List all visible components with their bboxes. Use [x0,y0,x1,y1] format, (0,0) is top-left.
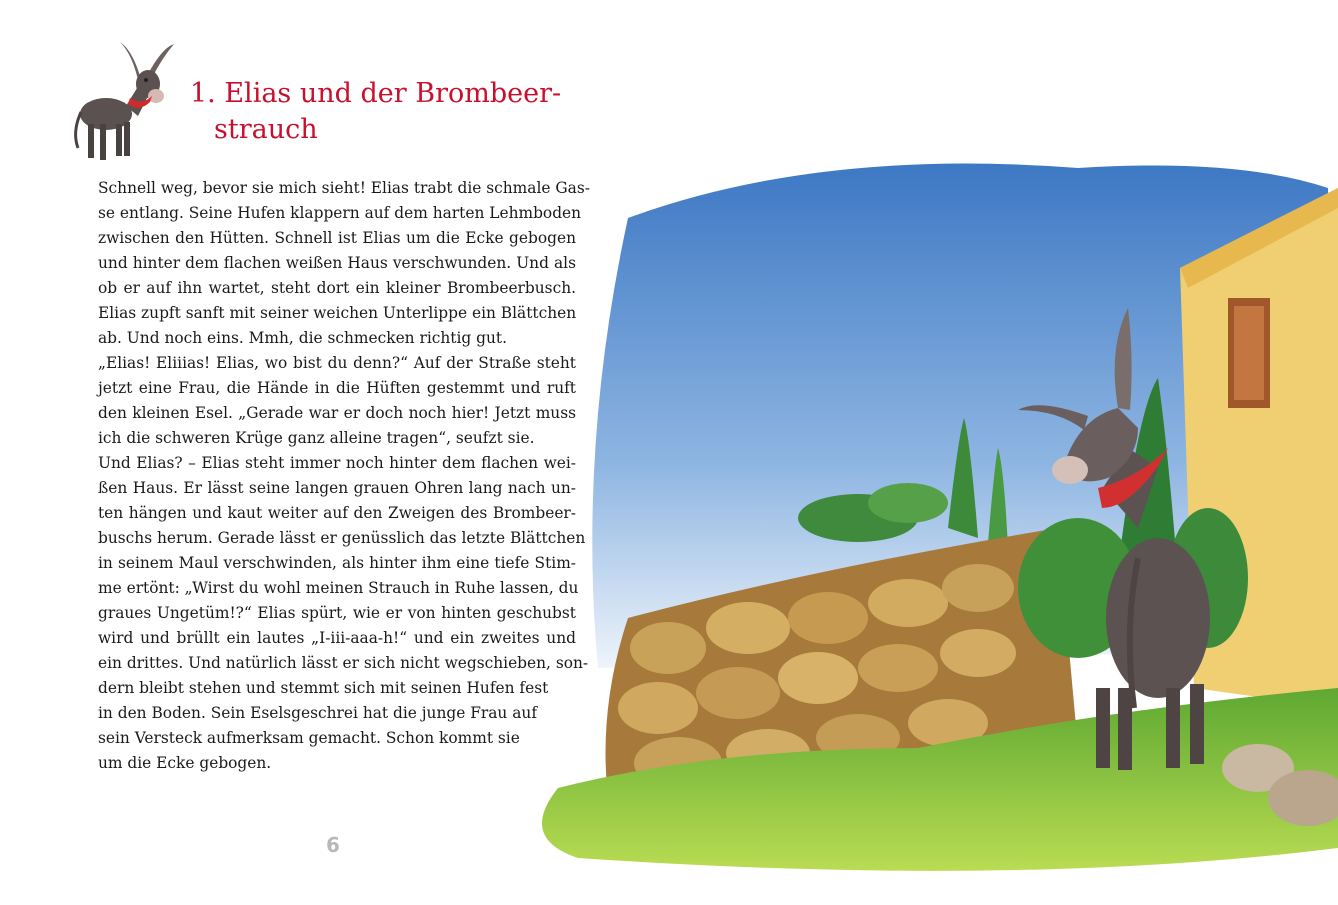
story-line: ob er auf ihn wartet, steht dort ein kleiner Brombeerbusch. [98,279,576,297]
story-line: sein Versteck aufmerksam gemacht. Schon kommt sie [98,729,520,747]
story-text [98,176,590,776]
story-line: graues Ungetüm!?“ Elias spürt, wie er von hinten geschubst [98,604,576,622]
story-line: Schnell weg, bevor sie mich sieht! Elias trabt die schmale Gas- [98,179,590,197]
donkey-scene-illustration [518,148,1338,905]
story-line: und hinter dem flachen weißen Haus verschwunden. Und als [98,254,576,272]
story-line: Elias zupft sanft mit seiner weichen Unterlippe ein Blättchen [98,304,577,322]
story-line: Und Elias? – Elias steht immer noch hinter dem flachen wei- [98,454,576,472]
story-line: ich die schweren Krüge ganz alleine tragen“, seufzt sie. [98,429,535,447]
story-line: ten hängen und kaut weiter auf den Zweigen des Brombeer- [98,504,576,522]
story-line: in seinem Maul verschwinden, als hinter ihm eine tiefe Stim- [98,554,576,572]
chapter-title-line1: 1. Elias und der Brombeer- [190,78,562,109]
chapter-title-line2: strauch [214,114,318,145]
story-line: ßen Haus. Er lässt seine langen grauen Ohren lang nach un- [98,479,576,497]
chapter-title [190,76,561,148]
story-line: zwischen den Hütten. Schnell ist Elias um die Ecke gebogen [98,229,576,247]
page-number: 6 [326,833,340,857]
story-line: den kleinen Esel. „Gerade war er doch noch hier! Jetzt muss [98,404,576,422]
story-line: jetzt eine Frau, die Hände in die Hüften gestemmt und ruft [98,379,576,397]
story-line: wird und brüllt ein lautes „I-iii-aaa-h!“ und ein zweites und [98,629,576,647]
story-line: se entlang. Seine Hufen klappern auf dem harten Lehmboden [98,204,582,222]
story-line: um die Ecke gebogen. [98,754,272,772]
story-line: me ertönt: „Wirst du wohl meinen Strauch in Ruhe lassen, du [98,579,579,597]
story-line: in den Boden. Sein Eselsgeschrei hat die junge Frau auf [98,704,538,722]
story-line: ab. Und noch eins. Mmh, die schmecken richtig gut. [98,329,507,347]
story-line: ein drittes. Und natürlich lässt er sich nicht wegschieben, son- [98,654,589,672]
story-line: „Elias! Eliiias! Elias, wo bist du denn?“ Auf der Straße steht [98,354,576,372]
story-line: dern bleibt stehen und stemmt sich mit seinen Hufen fest [98,679,549,697]
story-line: buschs herum. Gerade lässt er genüsslich das letzte Blättchen [98,529,586,547]
donkey-header-illustration [66,36,178,166]
